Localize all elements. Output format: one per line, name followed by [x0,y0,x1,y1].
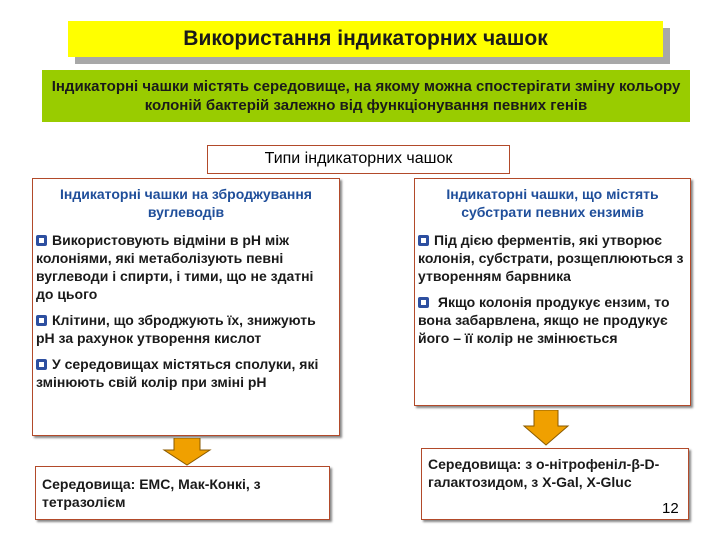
page-number: 12 [662,500,679,517]
checkbox-bullet-icon [36,359,47,370]
checkbox-bullet-icon [418,297,429,308]
right-panel [414,178,691,406]
slide-title: Використання індикаторних чашок [68,21,663,57]
right-panel-heading: Індикаторні чашки, що містять субстрати певних ензимів [446,186,659,220]
left-item-1-text: Використовують відміни в рН між колоніями, які метаболізують певні вуглеводи і спирти, і тими, що не здатні до цього [36,232,314,302]
slide-subtitle: Індикаторні чашки містять середовище, на якому можна спостерігати зміну кольору колоній бактерій залежно від функціонування певних генів [42,70,690,122]
right-result-box: Середовища: з о-нітрофеніл-β-D-галактозидом, з X-Gal, X-Gluc [421,448,689,520]
left-result-box: Середовища: ЕМС, Мак-Конкі, з тетразолієм [35,466,330,520]
down-arrow-left-icon [162,438,212,466]
left-panel [32,178,340,436]
down-arrow-right-icon [522,410,570,446]
right-item-1-text: Під дією ферментів, які утворює колонія, субстрати, розщеплюються з утворенням барвника [418,232,684,284]
left-item-3-text: У середовищах містяться сполуки, які змінюють свій колір при зміні рН [36,356,319,390]
left-panel-heading: Індикаторні чашки на зброджування вуглеводів [60,186,312,220]
left-item-2-text: Клітини, що зброджують їх, знижують рН за рахунок утворення кислот [36,312,316,346]
right-item-2-text: Якщо колонія продукує ензим, то вона забарвлена, якщо не продукує його – її колір не змінюється [418,294,670,346]
checkbox-bullet-icon [36,235,47,246]
types-label: Типи індикаторних чашок [207,145,510,174]
checkbox-bullet-icon [418,235,429,246]
left-item-3 [33,355,339,391]
right-item-1 [415,231,690,285]
left-item-2 [33,311,339,347]
right-item-2 [415,293,690,347]
left-item-1 [33,231,339,303]
checkbox-bullet-icon [36,315,47,326]
